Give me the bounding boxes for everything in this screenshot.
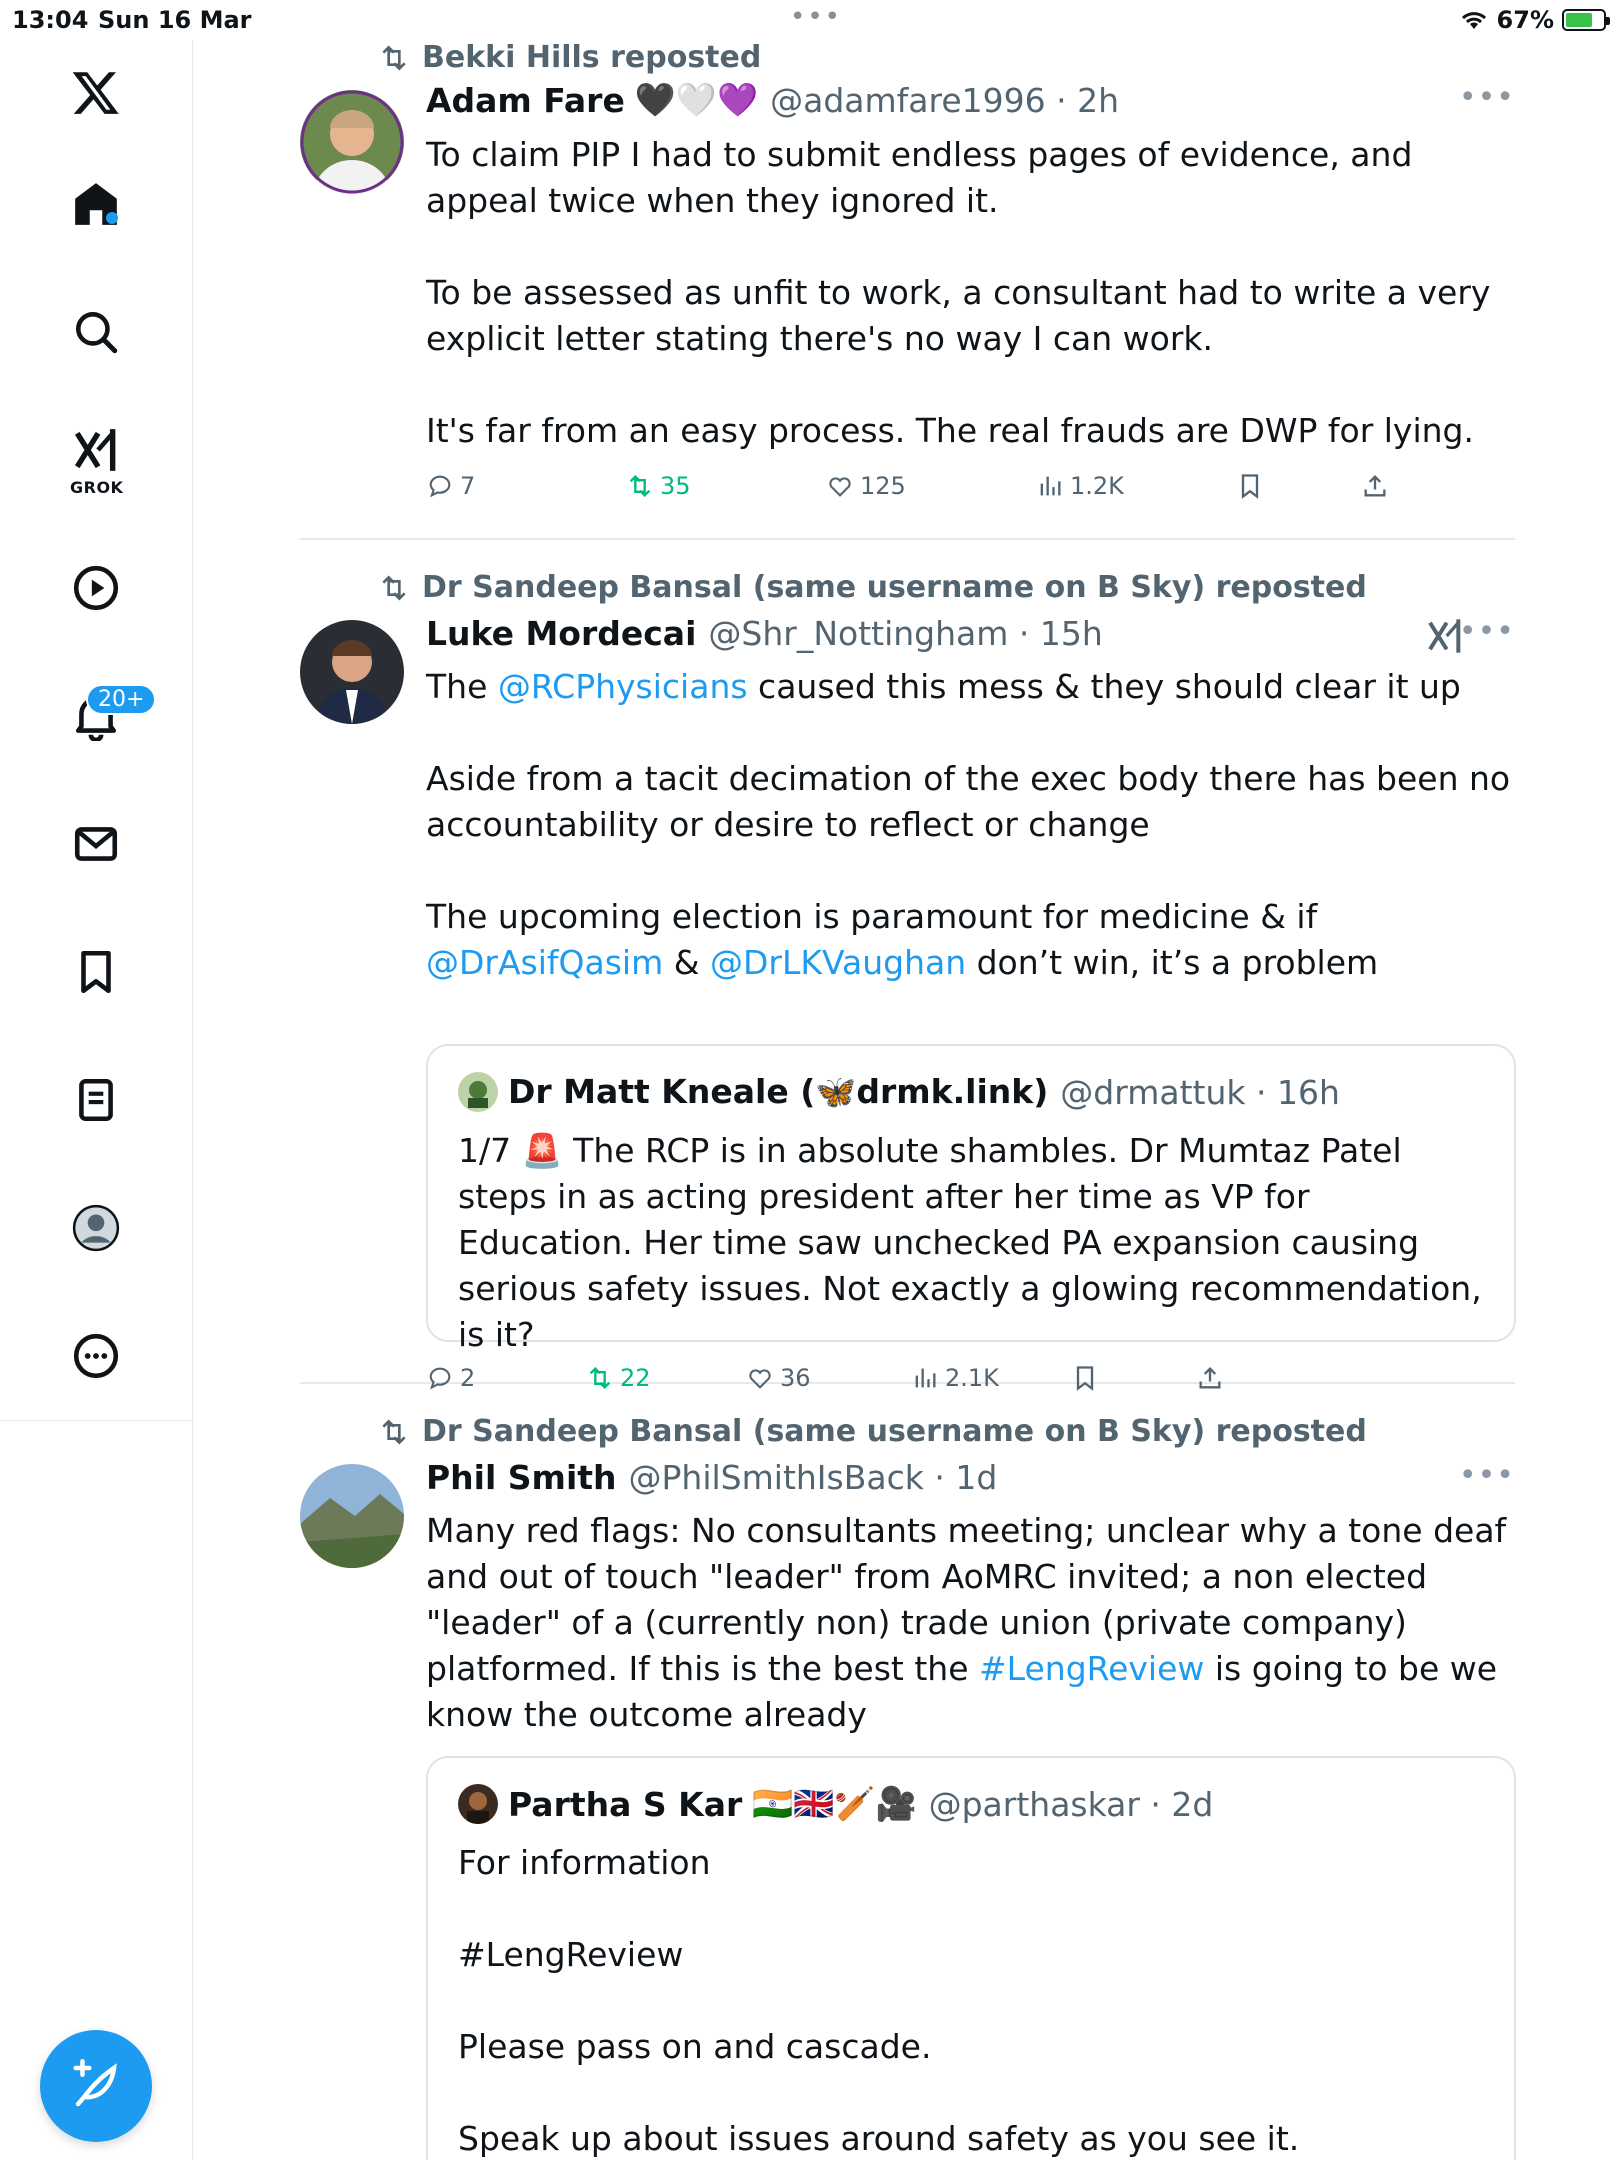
profile-avatar-icon[interactable] [66, 1198, 126, 1258]
share-icon [1361, 472, 1389, 500]
like-count: 36 [780, 1364, 811, 1392]
author-name[interactable]: Phil Smith [426, 1458, 617, 1497]
quote-author-handle: @parthaskar [928, 1784, 1140, 1824]
status-bar [0, 0, 1620, 40]
video-play-icon[interactable] [66, 558, 126, 618]
more-menu-icon[interactable]: ••• [1458, 1458, 1515, 1493]
repost-icon [378, 1418, 410, 1446]
views-button[interactable] [1036, 472, 1124, 500]
notifications-badge: 20+ [86, 684, 156, 715]
compose-post-button[interactable] [40, 2030, 152, 2142]
more-menu-icon[interactable]: ••• [1458, 80, 1515, 115]
repost-icon [378, 574, 410, 602]
more-menu-icon[interactable]: ••• [1458, 614, 1515, 649]
post-time[interactable]: 1d [955, 1458, 998, 1497]
mention-link[interactable]: @DrAsifQasim [426, 943, 664, 982]
quoted-post[interactable] [426, 1756, 1516, 2160]
battery-percent: 67% [1496, 6, 1554, 34]
home-unread-dot [106, 212, 118, 224]
multitask-dots-icon[interactable]: ••• [790, 2, 843, 32]
grok-icon[interactable] [66, 420, 126, 480]
author-name[interactable]: Adam Fare [426, 80, 625, 120]
avatar[interactable] [300, 620, 404, 724]
repost-indicator [378, 40, 761, 75]
repost-count: 22 [620, 1364, 651, 1392]
mention-link[interactable]: @DrLKVaughan [709, 943, 967, 982]
hashtag-link[interactable]: #LengReview [979, 1649, 1205, 1688]
more-options-icon[interactable] [66, 1326, 126, 1386]
post-paragraph: Many red flags: No consultants meeting; unclear why a tone deaf and out of touch "leader" from AoMRC invited; a non elected "leader" of a (currently non) trade union (private company) platformed. If this is the best the #LengReview is going to be we know the outcome already [426, 1511, 1507, 1734]
repost-icon [378, 44, 410, 72]
share-button[interactable] [1361, 472, 1389, 500]
mention-link[interactable]: @RCPhysicians [497, 667, 748, 706]
post-paragraph: To be assessed as unfit to work, a consultant had to write a very explicit letter stating there's no way I can work. [426, 273, 1491, 358]
reply-count: 7 [460, 472, 476, 500]
post-paragraph: The @RCPhysicians caused this mess & they should clear it up [426, 667, 1461, 706]
quote-avatar [458, 1784, 498, 1824]
repost-button[interactable] [626, 472, 691, 500]
post-phil-smith[interactable] [300, 1384, 1515, 2160]
compose-feather-icon [69, 2059, 123, 2113]
views-count: 2.1K [945, 1364, 999, 1392]
post-header: Luke Mordecai @Shr_Nottingham · 15h [426, 614, 1103, 653]
repost-label: Dr Sandeep Bansal (same username on B Sky) reposted [422, 1414, 1367, 1449]
quote-time: 16h [1276, 1072, 1340, 1112]
quote-avatar [458, 1072, 498, 1112]
post-text [426, 664, 1516, 986]
post-time[interactable]: 15h [1039, 614, 1103, 653]
post-time[interactable]: 2h [1077, 80, 1120, 120]
repost-label: Dr Sandeep Bansal (same username on B Sky) reposted [422, 570, 1367, 605]
quote-author-name: Partha S Kar [508, 1784, 743, 1824]
battery-icon [1562, 9, 1606, 31]
quote-paragraph: #LengReview [458, 1935, 684, 1974]
post-paragraph: The upcoming election is paramount for medicine & if @DrAsifQasim & @DrLKVaughan don’t win, it’s a problem [426, 897, 1379, 982]
repost-indicator [378, 570, 1367, 605]
repost-label: Bekki Hills reposted [422, 40, 762, 75]
home-icon[interactable] [66, 174, 126, 234]
views-count: 1.2K [1070, 472, 1124, 500]
quote-header: Partha S Kar 🇮🇳🇬🇧🏏🎥 @parthaskar · 2d [458, 1784, 1213, 1824]
like-button[interactable] [826, 472, 906, 500]
x-logo-icon[interactable] [66, 62, 126, 122]
quote-text [458, 1840, 1488, 2160]
author-handle[interactable]: @adamfare1996 [770, 80, 1046, 120]
bookmarks-icon[interactable] [66, 942, 126, 1002]
author-handle[interactable]: @PhilSmithIsBack [628, 1458, 924, 1497]
sidebar-divider [0, 1420, 193, 1421]
quoted-post[interactable] [426, 1044, 1516, 1354]
search-icon[interactable] [66, 302, 126, 362]
post-text [426, 1508, 1516, 1738]
bookmark-button[interactable] [1236, 472, 1264, 500]
status-right [1459, 6, 1606, 34]
status-date: Sun 16 Mar [98, 6, 252, 34]
name-emoji: 🖤🤍💜 [634, 80, 759, 119]
like-count: 125 [860, 472, 906, 500]
post-paragraph: To claim PIP I had to submit endless pages of evidence, and appeal twice when they ignored it. [426, 135, 1413, 220]
quote-name-emoji: 🇮🇳🇬🇧🏏🎥 [752, 1784, 917, 1823]
reply-count: 2 [460, 1364, 476, 1392]
post-text [426, 132, 1516, 454]
reply-button[interactable] [426, 472, 475, 500]
post-header: Adam Fare 🖤🤍💜 @adamfare1996 · 2h [426, 80, 1120, 120]
sidebar [0, 40, 193, 2160]
reply-icon [426, 472, 454, 500]
messages-envelope-icon[interactable] [66, 814, 126, 874]
timeline-feed [300, 40, 1515, 2160]
quote-paragraph: For information [458, 1843, 711, 1882]
lists-icon[interactable] [66, 1070, 126, 1130]
wifi-icon [1459, 9, 1489, 31]
post-paragraph: Aside from a tacit decimation of the exec body there has been no accountability or desire to reflect or change [426, 759, 1511, 844]
avatar[interactable] [300, 1464, 404, 1568]
avatar[interactable] [300, 90, 404, 194]
quote-paragraph: Speak up about issues around safety as you see it. [458, 2119, 1300, 2158]
quote-author-name: Dr Matt Kneale (🦋drmk.link) [508, 1072, 1049, 1111]
post-paragraph: It's far from an easy process. The real frauds are DWP for lying. [426, 411, 1474, 450]
repost-indicator [378, 1414, 1367, 1449]
quote-text: 1/7 🚨 The RCP is in absolute shambles. Dr Mumtaz Patel steps in as acting president after her time as VP for Education. Her time saw unchecked PA expansion causing serious safety issues. Not exactly a glowing recommendation, is it? [458, 1131, 1482, 1354]
grok-label: GROK [70, 478, 124, 497]
quote-author-handle: @drmattuk [1060, 1072, 1246, 1112]
quote-header: Dr Matt Kneale (🦋drmk.link) @drmattuk · 16h [458, 1072, 1340, 1112]
author-name[interactable]: Luke Mordecai [426, 614, 697, 653]
views-chart-icon [1036, 472, 1064, 500]
repost-icon [626, 472, 654, 500]
post-luke-mordecai[interactable] [300, 540, 1515, 1392]
repost-count: 35 [660, 472, 691, 500]
heart-icon [826, 472, 854, 500]
status-time: 13:04 [12, 6, 89, 34]
post-header: Phil Smith @PhilSmithIsBack · 1d [426, 1458, 998, 1497]
author-handle[interactable]: @Shr_Nottingham [708, 614, 1009, 653]
quote-paragraph: Please pass on and cascade. [458, 2027, 932, 2066]
bookmark-icon [1236, 472, 1264, 500]
post-adam-fare[interactable] [300, 40, 1515, 540]
quote-time: 2d [1171, 1784, 1214, 1824]
